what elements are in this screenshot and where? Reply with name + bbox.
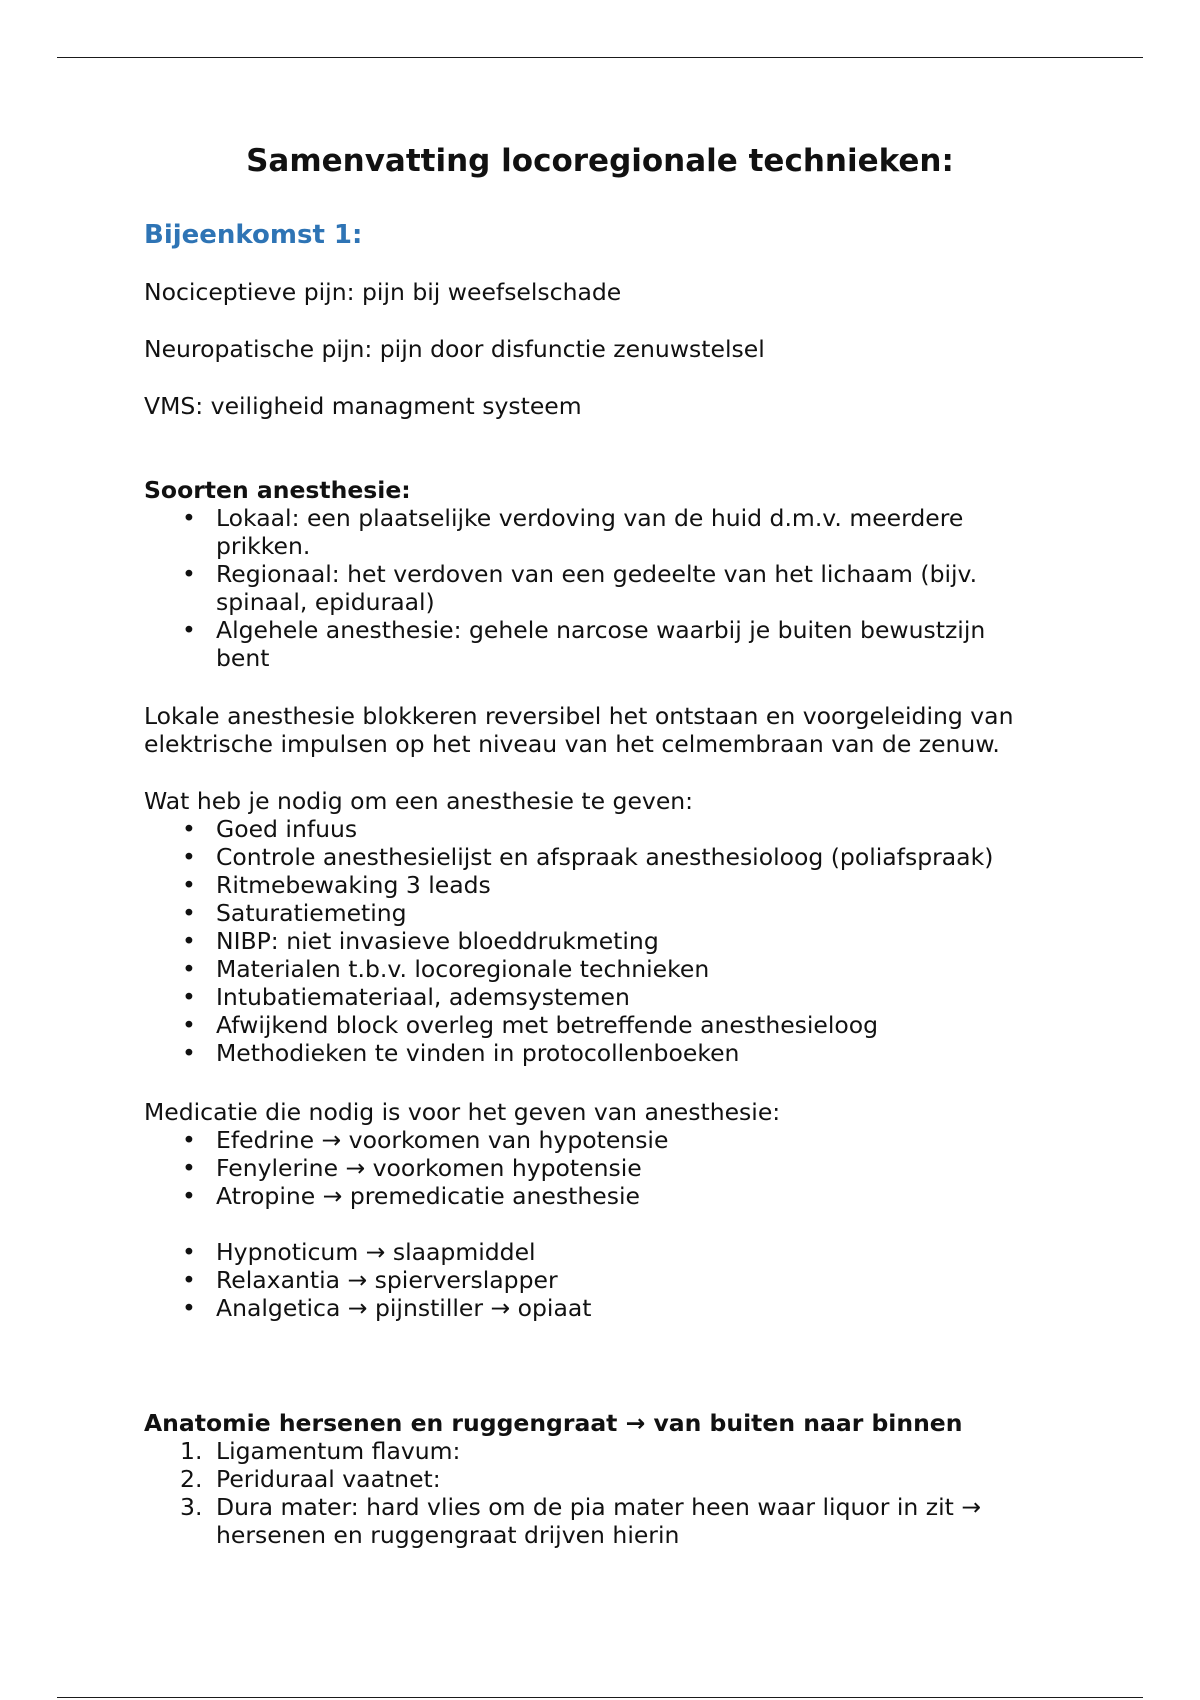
list-item: • Ritmebewaking 3 leads bbox=[144, 871, 1064, 899]
anatomie-list bbox=[144, 1437, 1064, 1549]
list-item: • Hypnoticum → slaapmiddel bbox=[144, 1238, 1064, 1266]
section-heading: Bijeenkomst 1: bbox=[144, 220, 363, 250]
list-item: • Algehele anesthesie: gehele narcose waarbij je buiten bewustzijn bent bbox=[144, 616, 1011, 672]
medicatie-list-2 bbox=[144, 1238, 1064, 1322]
list-item: • Materialen t.b.v. locoregionale technieken bbox=[144, 955, 1064, 983]
list-text: Dura mater: hard vlies om de pia mater heen waar liquor in zit → hersenen en ruggengraat drijven hierin bbox=[216, 1493, 982, 1549]
list-item: • Lokaal: een plaatselijke verdoving van de huid d.m.v. meerdere prikken. bbox=[144, 504, 1011, 560]
list-item: • Fenylerine → voorkomen hypotensie bbox=[144, 1154, 1064, 1182]
list-item bbox=[144, 1493, 1016, 1549]
list-item: • Regionaal: het verdoven van een gedeelte van het lichaam (bijv. spinaal, epiduraal) bbox=[144, 560, 1011, 616]
list-number: 3. bbox=[180, 1493, 203, 1521]
list-item bbox=[144, 1465, 1016, 1493]
list-item bbox=[144, 1437, 1016, 1465]
benodigdheden-list bbox=[144, 815, 1064, 1067]
medicatie-intro: Medicatie die nodig is voor het geven van anesthesie: bbox=[144, 1098, 781, 1126]
benodigdheden-block bbox=[144, 787, 1064, 1067]
soorten-anesthesie-list bbox=[144, 504, 1064, 672]
list-item: • Relaxantia → spierverslapper bbox=[144, 1266, 1064, 1294]
list-item: • Efedrine → voorkomen van hypotensie bbox=[144, 1126, 1064, 1154]
list-item: • Saturatiemeting bbox=[144, 899, 1064, 927]
list-item: • Methodieken te vinden in protocollenboeken bbox=[144, 1039, 1064, 1067]
list-number: 1. bbox=[180, 1437, 203, 1465]
soorten-anesthesie-block bbox=[144, 476, 1064, 672]
medicatie-list-1 bbox=[144, 1126, 1064, 1210]
list-item: • NIBP: niet invasieve bloeddrukmeting bbox=[144, 927, 1064, 955]
list-item: • Atropine → premedicatie anesthesie bbox=[144, 1182, 1064, 1210]
lokale-anesthesie-paragraph: Lokale anesthesie blokkeren reversibel het ontstaan en voorgeleiding van elektrische impulsen op het niveau van het celmembraan van de zenuw. bbox=[144, 702, 1014, 758]
list-text: Periduraal vaatnet: bbox=[216, 1465, 441, 1493]
footer-rule bbox=[57, 1697, 1143, 1698]
list-item: • Analgetica → pijnstiller → opiaat bbox=[144, 1294, 1064, 1322]
soorten-anesthesie-heading: Soorten anesthesie: bbox=[144, 476, 411, 504]
anatomie-block bbox=[144, 1409, 1064, 1549]
anatomie-heading: Anatomie hersenen en ruggengraat → van buiten naar binnen bbox=[144, 1409, 963, 1437]
medicatie-block bbox=[144, 1098, 1064, 1322]
benodigdheden-intro: Wat heb je nodig om een anesthesie te geven: bbox=[144, 787, 694, 815]
list-item: • Afwijkend block overleg met betreffende anesthesieloog bbox=[144, 1011, 1064, 1039]
list-item: • Controle anesthesielijst en afspraak anesthesioloog (poliafspraak) bbox=[144, 843, 1064, 871]
list-item: • Goed infuus bbox=[144, 815, 1064, 843]
definition-neuropatisch: Neuropatische pijn: pijn door disfunctie zenuwstelsel bbox=[144, 335, 765, 363]
definition-vms: VMS: veiligheid managment systeem bbox=[144, 392, 582, 420]
list-number: 2. bbox=[180, 1465, 203, 1493]
document-title: Samenvatting locoregionale technieken: bbox=[246, 143, 954, 179]
header-rule bbox=[57, 57, 1143, 58]
list-item: • Intubatiemateriaal, ademsystemen bbox=[144, 983, 1064, 1011]
definition-nociceptief: Nociceptieve pijn: pijn bij weefselschade bbox=[144, 278, 622, 306]
list-text: Ligamentum flavum: bbox=[216, 1437, 461, 1465]
